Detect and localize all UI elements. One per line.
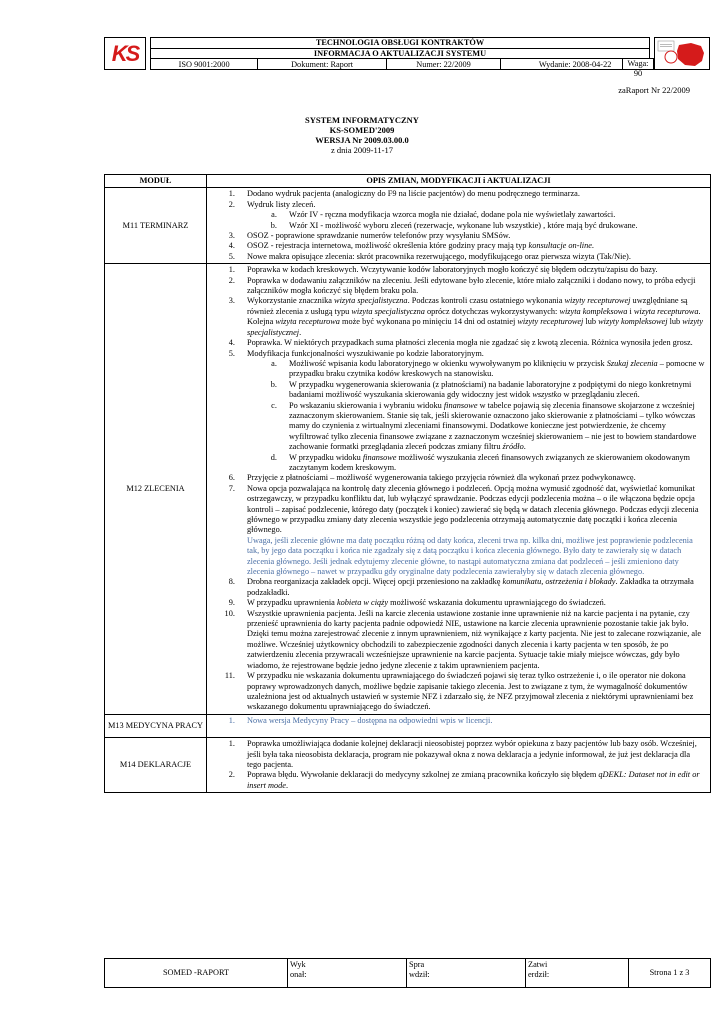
module-name: M13 MEDYCYNA PRACY xyxy=(105,714,207,737)
table-row xyxy=(105,738,711,793)
column-header-description: OPIS ZMIAN, MODYFIKACJI i AKTUALIZACJI xyxy=(207,175,711,188)
list-item: 2. Poprawka w dodawaniu załączników na zleceniu. Jeśli edytowane było zlecenie, które miało załączniki i dodano nowy, to próba edycji załączników mogła kończyć się błędem braku pola. xyxy=(237,276,706,297)
list-item: 5. Nowe makra opisujące zlecenia: skrót pracownika rezerwującego, modyfikującego oraz pierwsza wizyta (Tak/Nie). xyxy=(237,252,706,262)
note-text: Uwaga, jeśli zlecenie główne ma datę początku różną od daty końca, zleceni trwa np. kilka dni, możliwe jest poprawienie podzlecenia tak, by jego data początku i końca nie zgadzały się z datą początku i końca zlecenia głównego. Było daty te zawierały się w datach zlecenia głównego. Jeśli jednak edytujemy zlecenie główne, to nastąpi automatyczna zmiana dat podzleceń – jeśli zmieniono daty zlecenia głównego – nawet w przypadku gdy oryginalne daty podzlecenia zawierałyby się w datach zlecenia głównego. xyxy=(247,535,693,577)
table-row xyxy=(105,188,711,264)
system-title: SYSTEM INFORMATYCZNY xyxy=(305,115,419,125)
list-item: a. Możliwość wpisania kodu laboratoryjnego w okienku wywoływanym po kliknięciu w przycisk Szukaj zlecenia – pomocne w przypadku braku czytnika kodów kreskowych na stanowisku. xyxy=(279,359,706,380)
list-item: 2. Wydruk listy zleceń. a. Wzór IV - ręczna modyfikacja wzorca mogła nie działać, dodane pola nie wyświetlały zawartości. b. Wzór XI - możliwość wyboru zleceń (rezerwacje, wykonane lub wszystkie) , które mają być drukowane. xyxy=(237,200,706,231)
list-item: 4. Poprawka. W niektórych przypadkach suma płatności zlecenia mogła nie zgadzać się z kwotą zlecenia. Różnica wynosiła jeden grosz. xyxy=(237,338,706,348)
list-item: d. W przypadku widoku finansowe możliwość wyszukania zleceń finansowych związanych ze skierowaniem okodowanym zaczytanym kodem kreskowym. xyxy=(279,453,706,474)
list-item: 10. Wszystkie uprawnienia pacjenta. Jeśli na karcie zlecenia ustawione zostanie inne uprawnienie niż na karcie pacjenta i na pytanie, czy przenieść uprawnienia do karty pacjenta padnie odpowiedź NIE, ustawione na karcie zlecenia uprawnienie pozostanie takie jak było. Dzięki temu można zarejestrować zlecenie z innym uprawnieniem, niż wynikające z karty pacjenta. Nie jest to zalecane rozwiązanie, ale możliwe. Wcześniej użytkownicy obchodzili to zabezpieczenie zgodności danych zlecenia i karty pacjenta w ten sposób, że po zatwierdzeniu zlecenia przywracali wcześniejsze uprawnienie na karcie pacjenta. Sytuacje takie miały miejsce wówczas, gdy było wiadomo, że rejestrowane będzie jedno jedyne zlecenie z takim uprawnieniem pacjenta. xyxy=(237,609,706,671)
list-item: b. Wzór XI - możliwość wyboru zleceń (rezerwacje, wykonane lub wszystkie) , które mają być drukowane. xyxy=(279,221,706,231)
changes-table xyxy=(104,174,711,793)
list-item: 3. OSOZ - poprawione sprawdzanie numerów telefonów przy wysyłaniu SMSów. xyxy=(237,231,706,241)
module-changes xyxy=(207,714,711,737)
header-title-2: INFORMACJA O AKTUALIZACJI SYSTEMU xyxy=(151,48,650,59)
list-item: 8. Drobna reorganizacja zakładek opcji. Więcej opcji przeniesiono na zakładkę komunikatu, ostrzeżenia i blokady. Zakładka ta otrzymała podzakładki. xyxy=(237,577,706,598)
list-item: 3. Wykorzystanie znacznika wizyta specjalistyczna. Podczas kontroli czasu ostatniego wykonania wizyty recepturowej uwzględniane są również zlecenia z usługą typu wizyta specjalistyczna oprócz dotychczas wykorzystywanych: wizyta kompleksowa i wizyta recepturowa. Kolejna wizyta recepturowa może być wykonana po minięciu 14 dni od ostatniej wizyty recepturowej lub wizyty kompleksowej lub wizyty specjalistycznej. xyxy=(237,296,706,338)
list-item: 1. Poprawka w kodach kreskowych. Wczytywanie kodów laboratoryjnych mogło kończyć się błędem odczytu/zapisu do bazy. xyxy=(237,265,706,275)
list-item: c. Po wskazaniu skierowania i wybraniu widoku finansowe w tabelce pojawią się zlecenia finansowe skojarzone z wcześniej zaznaczonym skierowaniem. Stanie się tak, jeśli skierowanie oznaczono jako skierowanie z płatnościami – tylko wówczas mamy do czynienia z wirtualnymi zleceniami finansowymi. Dodatkowe konieczne jest potwierdzenie, że chcemy wyfiltrować tylko zlecenia finansowe związane z zaznaczonym wcześniej skierowaniem – nie jest to bowiem standardowe zachowanie formatki przeglądania zleceń podczas zmiany filtru źródło. xyxy=(279,401,706,453)
footer-doc-name: SOMED -RAPORT xyxy=(105,959,288,988)
document-header xyxy=(104,37,710,70)
poland-map-logo xyxy=(654,37,710,70)
list-item: 1. Poprawka umożliwiająca dodanie kolejnej deklaracji nieosobistej poprzez wybór opiekuna z bazy pacjentów lub bazy osób. Wcześniej, jeśli była taka nieosobista deklaracja, program nie pokazywał okna z nowa deklaracja a jedynie informował, że już jest deklaracja dla tego pacjenta. xyxy=(237,739,706,770)
list-item: 5. Modyfikacja funkcjonalności wyszukiwanie po kodzie laboratoryjnym. a. Możliwość wpisania kodu laboratoryjnego w okienku wywoływanym po kliknięciu w przycisk Szukaj zlecenia – pomocne w przypadku braku czytnika kodów kreskowych na stanowisku. b. W przypadku wygenerowania skierowania (z płatnościami) na badanie laboratoryjne z podpiętymi do niego konkretnymi badaniami możliwość wyszukania skierowania gdy widoczny jest widok wszystko w przeglądaniu zleceń. c. Po wskazaniu skierowania i wybraniu widoku finansowe w tabelce pojawią się zlecenia finansowe skojarzone z wcześniej zaznaczonym skierowaniem. Stanie się tak, jeśli skierowanie oznaczono jako skierowanie z płatnościami – tylko wówczas mamy do czynienia z wirtualnymi zleceniami finansowymi. Dodatkowe konieczne jest potwierdzenie, że chcemy wyfiltrować tylko zlecenia finansowe związane z zaznaczonym wcześniej skierowaniem – nie jest to bowiem standardowe zachowanie formatki przeglądania zleceń podczas zmiany filtru źródło. d. W przypadku widoku finansowe możliwość wyszukania zleceń finansowych związanych ze skierowaniem okodowanym zaczytanym kodem kreskowym. xyxy=(237,349,706,474)
module-name: M11 TERMINARZ xyxy=(105,188,207,264)
header-iso: ISO 9001:2000 xyxy=(151,59,258,70)
module-changes xyxy=(207,188,711,264)
list-item: a. Wzór IV - ręczna modyfikacja wzorca mogła nie działać, dodane pola nie wyświetlały zawartości. xyxy=(279,210,706,220)
column-header-module: MODUŁ xyxy=(105,175,207,188)
footer-approved-by: Zatwi erdził: xyxy=(526,959,629,988)
module-name: M12 ZLECENIA xyxy=(105,264,207,714)
footer-checked-by: Spra wdził: xyxy=(407,959,526,988)
table-row xyxy=(105,264,711,714)
title-block xyxy=(0,115,724,155)
module-changes xyxy=(207,738,711,793)
header-number: Numer: 22/2009 xyxy=(386,59,500,70)
list-item: 7. Nowa opcja pozwalająca na kontrolę daty zlecenia głównego i podzleceń. Opcją można wymusić zgodność dat, wyświetlać komunikat ostrzegawczy, w przypadku konfliktu dat, lub wyłączyć sprawdzanie. Podczas edycji podzlecenia można – o ile włączona będzie opcja kontroli – zapisać podzlecenie, którego daty (początek i koniec) zawierać się będą w datach zlecenia głównego. Podczas edycji zlecenia głównego w przypadku zmiany daty zlecenia wszystkie jego podzlecenia otrzymają automatycznie datę początki i końca zlecenia głównego. Uwaga, jeśli zlecenie główne ma datę początku różną od daty końca, zleceni trwa np. kilka dni, możliwe jest poprawienie podzlecenia tak, by jego data początku i końca nie zgadzały się z datą początku i końca zlecenia głównego. Było daty te zawierały się w datach zlecenia głównego. Jeśli jednak edytujemy zlecenie główne, to nastąpi automatyczna zmiana dat podzleceń – jeśli zmieniono daty zlecenia głównego – nawet w przypadku gdy oryginalne daty podzlecenia zawierałyby się w datach zlecenia głównego. xyxy=(237,484,706,578)
header-weight: Waga: 90 xyxy=(622,58,654,70)
list-item: 11. W przypadku nie wskazania dokumentu uprawniającego do świadczeń pojawi się teraz tylko ostrzeżenie i, o ile operator nie dokona poprawy wprowadzonych danych, możliwe będzie zapisanie takiego zlecenia. Jest to związane z tym, że wymagalność dokumentów uzależniona jest od aktualnych ustawień w systemie NFZ i zdarzało się, że NFZ przyjmował zlecenia z niektórymi uprawnieniami bez wskazanego dokumentu uprawniającego do świadczeń. xyxy=(237,671,706,713)
list-item: 2. Poprawa błędu. Wywołanie deklaracji do medycyny szkolnej ze zmianą pracownika kończyło się błędem qDEKL: Dataset not in edit or insert mode. xyxy=(237,770,706,791)
list-item: 4. OSOZ - rejestracja internetowa, możliwość określenia które godziny pracy mają typ konsultacje on-line. xyxy=(237,241,706,251)
module-name: M14 DEKLARACJE xyxy=(105,738,207,793)
list-item: b. W przypadku wygenerowania skierowania (z płatnościami) na badanie laboratoryjne z podpiętymi do niego konkretnymi badaniami możliwość wyszukania skierowania gdy widoczny jest widok wszystko w przeglądaniu zleceń. xyxy=(279,380,706,401)
document-footer xyxy=(104,958,711,988)
system-name: KS-SOMED'2009 xyxy=(329,125,395,135)
header-title-1: TECHNOLOGIA OBSŁUGI KONTRAKTÓW xyxy=(151,38,650,49)
version-date: z dnia 2009-11-17 xyxy=(330,145,393,155)
header-document: Dokument: Raport xyxy=(258,59,387,70)
list-item: 1. Nowa wersja Medycyny Pracy – dostępna na odpowiedni wpis w licencji. xyxy=(237,716,706,726)
footer-page-number: Strona 1 z 3 xyxy=(629,959,711,988)
company-logo: KS xyxy=(104,37,146,70)
list-item: 9. W przypadku uprawnienia kobieta w ciąży możliwość wskazania dokumentu uprawniającego do świadczeń. xyxy=(237,598,706,608)
list-item: 1. Dodano wydruk pacjenta (analogiczny do F9 na liście pacjentów) do menu podręcznego terminarza. xyxy=(237,189,706,199)
header-edition: Wydanie: 2008-04-22 xyxy=(501,59,650,70)
module-changes xyxy=(207,264,711,714)
table-row xyxy=(105,714,711,737)
list-item: 6. Przyjęcie z płatnościami – możliwość wygenerowania takiego przyjęcia również dla wykonań przez podwykonawcę. xyxy=(237,473,706,483)
footer-executed-by: Wyk onał: xyxy=(288,959,407,988)
report-number: zaRaport Nr 22/2009 xyxy=(618,85,690,95)
version-title: WERSJA Nr 2009.03.00.0 xyxy=(315,135,409,145)
